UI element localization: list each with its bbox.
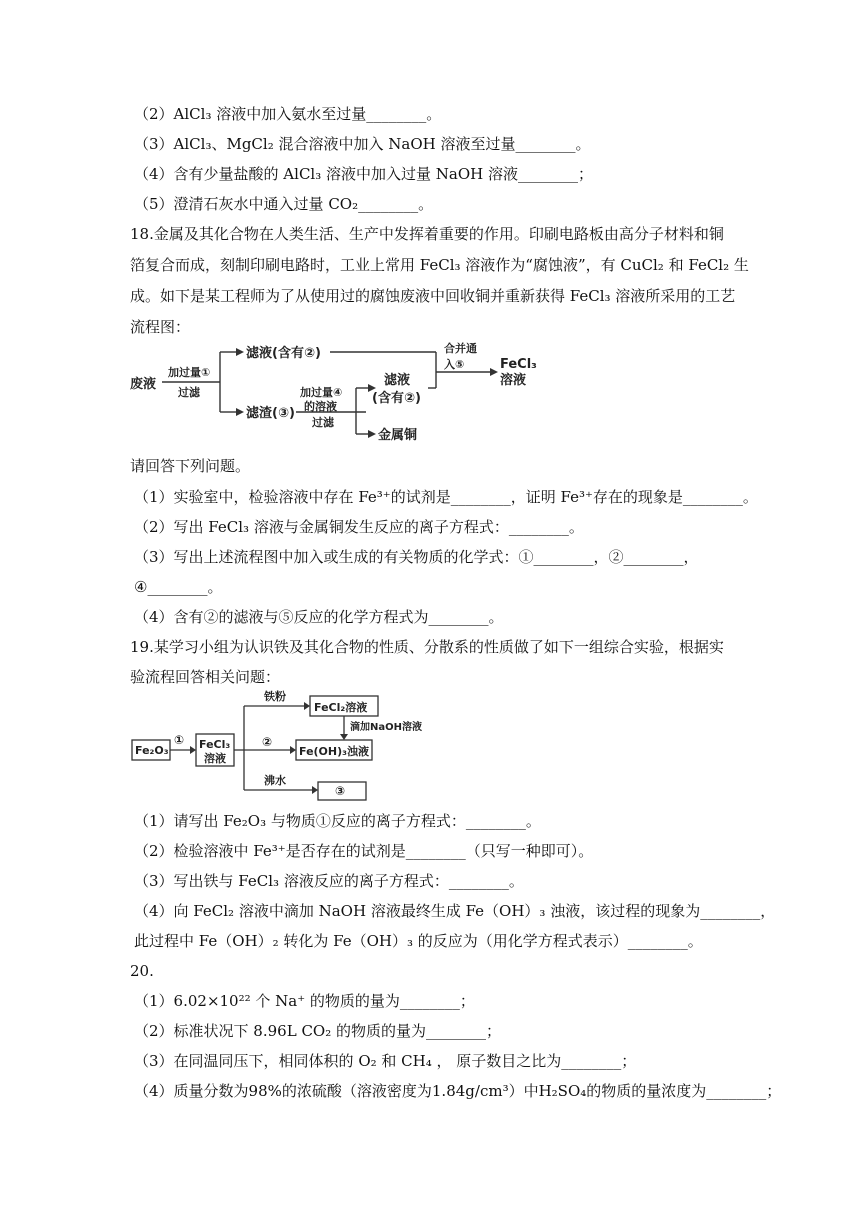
question-19-stem: 19.某学习小组为认识铁及其化合物的性质、分散系的性质做了如下一组综合实验，根据实: [130, 638, 724, 656]
text-line: （4）向 FeCl₂ 溶液中滴加 NaOH 溶液最终生成 Fe（OH）₃ 浊液，该过程的现象为________，: [134, 902, 776, 920]
fecl3-label: FeCl₃: [199, 738, 231, 751]
question-18-stem: 18.金属及其化合物在人类生活、生产中发挥着重要的作用。印刷电路板由高分子材料和铜: [130, 225, 724, 243]
question-18-stem: 流程图：: [130, 318, 191, 336]
text-line: （4）含有少量盐酸的 AlCl₃ 溶液中加入过量 NaOH 溶液________；: [134, 165, 593, 183]
fecl3-product-label: FeCl₃: [500, 357, 537, 372]
filter-label-2: 过滤: [312, 416, 334, 429]
text-line: （5）澄清石灰水中通入过量 CO₂________。: [134, 195, 434, 213]
text-line: （1）请写出 Fe₂O₃ 与物质①反应的离子方程式：________。: [134, 812, 541, 830]
question-19-stem: 验流程回答相关问题：: [130, 668, 281, 686]
text-line: （3）写出铁与 FeCl₃ 溶液反应的离子方程式：________。: [134, 872, 524, 890]
solution-product-label: 溶液: [500, 373, 527, 388]
text-line: （2）标准状况下 8.96L CO₂ 的物质的量为________；: [134, 1022, 501, 1040]
feoh3-turbid-label: Fe(OH)₃浊液: [299, 745, 369, 758]
add-reagent-1-label: 加过量①: [168, 366, 211, 379]
fe2o3-label: Fe₂O₃: [135, 744, 169, 757]
text-line: 此过程中 Fe（OH）₂ 转化为 Fe（OH）₃ 的反应为（用化学方程式表示）________。: [134, 932, 703, 950]
text-line: （3）在同温同压下，相同体积的 O₂ 和 CH₄ ， 原子数目之比为________；: [134, 1052, 637, 1070]
iron-powder-label: 铁粉: [264, 690, 286, 703]
waste-liquid-label: 废液: [130, 377, 157, 392]
text-line: （1）实验室中，检验溶液中存在 Fe³⁺的试剂是________，证明 Fe³⁺存在的现象是________。: [134, 488, 758, 506]
process-flow-diagram: [128, 338, 548, 450]
step-1-label: ①: [174, 733, 185, 747]
text-line: 请回答下列问题。: [130, 457, 251, 475]
text-line: （2）AlCl₃ 溶液中加入氨水至过量________。: [134, 105, 442, 123]
text-line: （2）写出 FeCl₃ 溶液与金属铜发生反应的离子方程式：________。: [134, 518, 584, 536]
fecl2-solution-label: FeCl₂溶液: [314, 701, 368, 714]
text-line: （4）质量分数为98%的浓硫酸（溶液密度为1.84g/cm³）中H₂SO₄的物质的量浓度为________；: [134, 1082, 782, 1100]
solution-label: 的溶液: [304, 400, 337, 413]
filter-label: 过滤: [178, 386, 200, 399]
copper-metal-label: 金属铜: [378, 428, 418, 443]
text-line: （4）含有②的滤液与⑤反应的化学方程式为________。: [134, 608, 504, 626]
text-line: ④________。: [134, 578, 223, 596]
question-18-stem: 箔复合而成，刻制印刷电路时，工业上常用 FeCl₃ 溶液作为“腐蚀液”，有 CuCl₂ 和 FeCl₂ 生: [130, 256, 749, 274]
add-reagent-4-label: 加过量④: [300, 386, 343, 399]
fecl3-solution-label: 溶液: [204, 752, 226, 765]
boiling-water-label: 沸水: [264, 774, 286, 787]
merge-label: 合并通: [444, 342, 477, 355]
text-line: （3）写出上述流程图中加入或生成的有关物质的化学式：①________，②________，: [134, 548, 699, 566]
filtrate-2-contains-label: (含有②): [372, 391, 421, 406]
residue-label: 滤渣(③): [246, 406, 295, 421]
pass-in-label: 入⑤: [444, 358, 465, 371]
question-20-number: 20.: [130, 962, 154, 980]
filtrate-2-label: 滤液: [384, 373, 411, 388]
step-3-label: ③: [335, 784, 346, 798]
step-2-label: ②: [262, 735, 273, 749]
filtrate-1-label: 滤液(含有②): [246, 346, 321, 361]
add-naoh-label: 滴加NaOH溶液: [350, 722, 422, 733]
text-line: （2）检验溶液中 Fe³⁺是否存在的试剂是________（只写一种即可）。: [134, 842, 594, 860]
question-18-stem: 成。如下是某工程师为了从使用过的腐蚀废液中回收铜并重新获得 FeCl₃ 溶液所采用的工艺: [130, 287, 736, 305]
text-line: （3）AlCl₃、MgCl₂ 混合溶液中加入 NaOH 溶液至过量________。: [134, 135, 591, 153]
experiment-flow-diagram: [128, 688, 448, 806]
text-line: （1）6.02×10²² 个 Na⁺ 的物质的量为________；: [134, 992, 475, 1010]
